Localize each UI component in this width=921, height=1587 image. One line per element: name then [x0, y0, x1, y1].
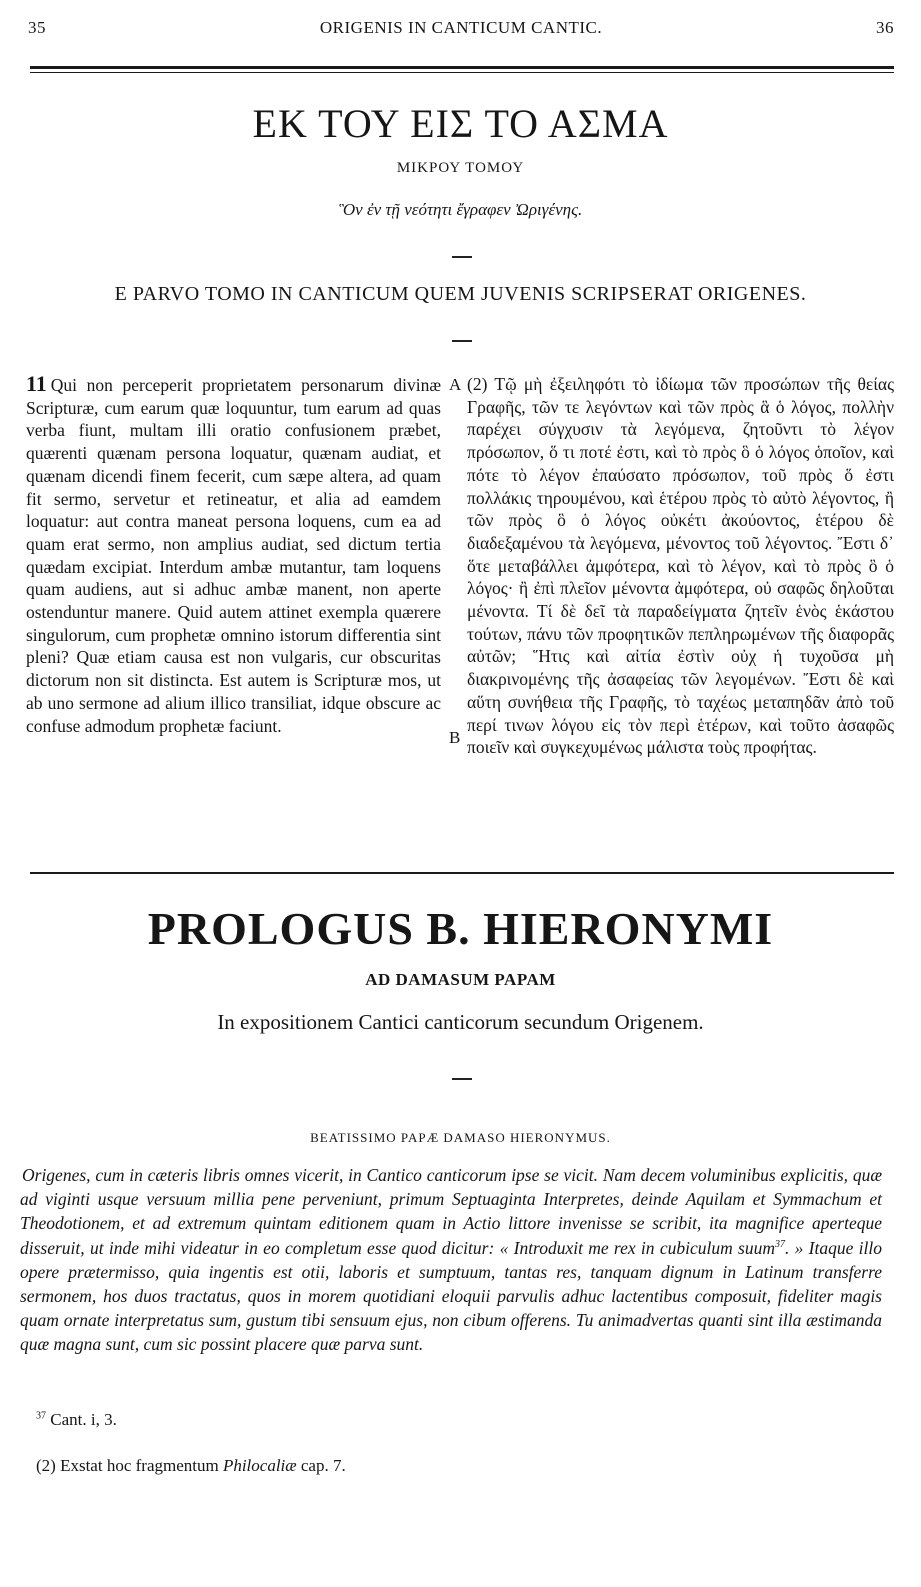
divider-dash: [452, 256, 472, 258]
footnote-2: [36, 1456, 346, 1476]
margin-marker-a: A: [449, 375, 462, 394]
running-header: [28, 18, 894, 44]
footnote-mark: (2): [36, 1456, 56, 1475]
footnote-text-italic: Philocaliæ: [222, 1456, 297, 1475]
page-number-left: 35: [28, 18, 46, 37]
latin-title: E PARVO TOMO IN CANTICUM QUEM JUVENIS SCRIPSERAT ORIGENES.: [114, 283, 807, 305]
prologue-text: [20, 1163, 882, 1357]
footnote-text: Exstat hoc fragmentum: [60, 1456, 223, 1475]
paragraph-number: 11: [26, 371, 47, 396]
divider-dash: [452, 1078, 472, 1080]
prologue-title: PROLOGUS B. HIERONYMI: [147, 903, 774, 954]
greek-subtitle: ΜΙΚΡΟΥ ΤΟΜΟΥ: [396, 160, 525, 176]
prologue-text-part-1: Origenes, cum in cæteris libris omnes vicerit, in Cantico canticorum ipse se vicit. Nam decem voluminibus explicitis, quæ ad viginti usque versuum millia pene perveniunt, primum Septuaginta Interpretes, deinde Aquilam et Symmachum et Theodotionem, et ad extremum quintam editionem quam in Actio littore invenisse se scribit, ita magnifice aperteque disseruit, ut inde mihi videatur in eo completum esse quod dicitur: « Introduxit me rex in cubiculum suum: [20, 1165, 882, 1258]
section-rule: [30, 872, 894, 874]
latin-column: [26, 373, 441, 737]
greek-attribution-line: Ὃν ἐν τῇ νεότητι ἔγραφεν Ὠριγένης.: [338, 200, 583, 219]
margin-marker-b: B: [449, 728, 461, 747]
page-number-right: 36: [876, 18, 894, 37]
latin-column-text: Qui non perceperit proprietatem personarum divinæ Scripturæ, cum earum quæ loquuntur, tum earum ad quas verba fiunt, multam illi oratio confusionem præbet, quærenti quænam persona loquatur, quænam audiat, et quænam dicendi finem fecerit, cum sæpe altera, ad quam fit sermo, servetur et retineatur, et alia ad eamdem loquatur: aut contra maneat persona loquens, cum ea ad quam erat sermo, non amplius audiat, sed dictum tertia quædam excipiat. Interdum ambæ mutantur, tam loquens quam audiens, aut si adhuc ambæ manent, non aperte ostenduntur manere. Quid autem attinet exempla quærere singulorum, cum prophetæ omnino istorum differentia sint pleni? Quæ etiam causa est non vulgaris, cur obscuritas dictorum non sit distincta. Est autem is Scripturæ mos, ut ab uno sermone ad alium illico transiliat, idque obscure ac confuse admodum prophetæ faciunt.: [26, 375, 441, 736]
prologue-subtitle-2: In expositionem Cantici canticorum secundum Origenem.: [217, 1010, 704, 1034]
prologue-text-part-2: . » Itaque illo opere prætermisso, quia ingentis est otii, laboris et sumptuum, tantas res, tanquam dignum in Latinum transferre sermonem, hos duos tractatus, quos in morem quotidiani eloquii parvulis adhuc lactentibus composuit, fideliter magis quam ornate interpretatus sum, gustum tibi sensuum ejus, non cibum offerens. Tu animadvertas quanti sint illa æstimanda quæ magna sunt, cum sic possint placere quæ parva sunt.: [20, 1237, 883, 1355]
divider-dash: [452, 340, 472, 342]
prologue-salutation: BEATISSIMO PAPÆ DAMASO HIERONYMUS.: [310, 1130, 611, 1145]
footnote-text: Cant. i, 3.: [50, 1410, 117, 1429]
greek-title: ΕΚ ΤΟΥ ΕΙΣ ΤΟ ΑΣΜΑ: [252, 101, 669, 146]
greek-column-text: (2) Τῷ μὴ ἐξειληφότι τὸ ἰδίωμα τῶν προσώπων τῆς θείας Γραφῆς, τῶν τε λεγόντων καὶ τῶν πρὸς ἃ ὁ λόγος, πολλὴν παρέχει σύγχυσιν τὰ λεγόμενα, ζητοῦντι τὸ λέγον πρόσωπον, ὅ τι ποτέ ἐστι, καὶ τὸ πρὸς ὃ ὁ λόγος ὁποῖον, καὶ πότε τὸ λέγον ἐπαύσατο πρόσωπον, τοῦ πρὸς ὅ ἐστι πολλάκις τηρουμένου, καὶ ἑτέρου πρὸς τὸ αὐτὸ λέγοντος, ἢ τῶν πρὸς ὃ ὁ λόγος οὐκέτι ἀκούοντος, ἑτέρου δὲ διαδεξαμένου τὰ λεγόμενα, μένοντος τοῦ λέγοντος. Ἔστι δ᾽ ὅτε μεταβάλλει ἀμφότερα, καὶ τὸ λέγον, καὶ τὸ πρὸς ὃ ὁ λόγος· ἢ ἐπὶ πλεῖον μένοντα ἀμφότερα, οὐ σαφῶς δηλοῦται μένοντα. Τί δὲ δεῖ τὰ παραδείγματα ζητεῖν ἑνὸς ἑκάστου τούτων, πάνυ τῶν προφητικῶν πεπληρωμένων τῆς διαφορᾶς αὐτῶν; Ἥτις καὶ αἰτία ἐστὶν οὐχ ἡ τυχοῦσα μὴ διακρινομένης τῆς ἀσαφείας τῶν λεγομένων. Ἔστι δὲ καὶ αὕτη συνήθεια τῆς Γραφῆς, τὸ ταχέως μεταπηδᾶν ἀπὸ τοῦ περί τινων λόγου εἰς τὸν περὶ ἑτέρων, καὶ τοῦτο ἀσαφῶς ποιεῖν καὶ συγκεχυμένως μάλιστα τοὺς προφήτας.: [467, 374, 894, 758]
footnote-reference: 37: [774, 1238, 785, 1250]
running-title: ORIGENIS IN CANTICUM CANTIC.: [319, 18, 603, 37]
header-rule-thin: [30, 72, 894, 73]
footnote-text-end: cap. 7.: [296, 1456, 346, 1475]
footnote-mark: 37: [36, 1410, 46, 1422]
header-rule-thick: [30, 66, 894, 69]
greek-column: [467, 373, 894, 759]
footnote-37: [36, 1410, 117, 1430]
prologue-subtitle: AD DAMASUM PAPAM: [365, 970, 556, 989]
